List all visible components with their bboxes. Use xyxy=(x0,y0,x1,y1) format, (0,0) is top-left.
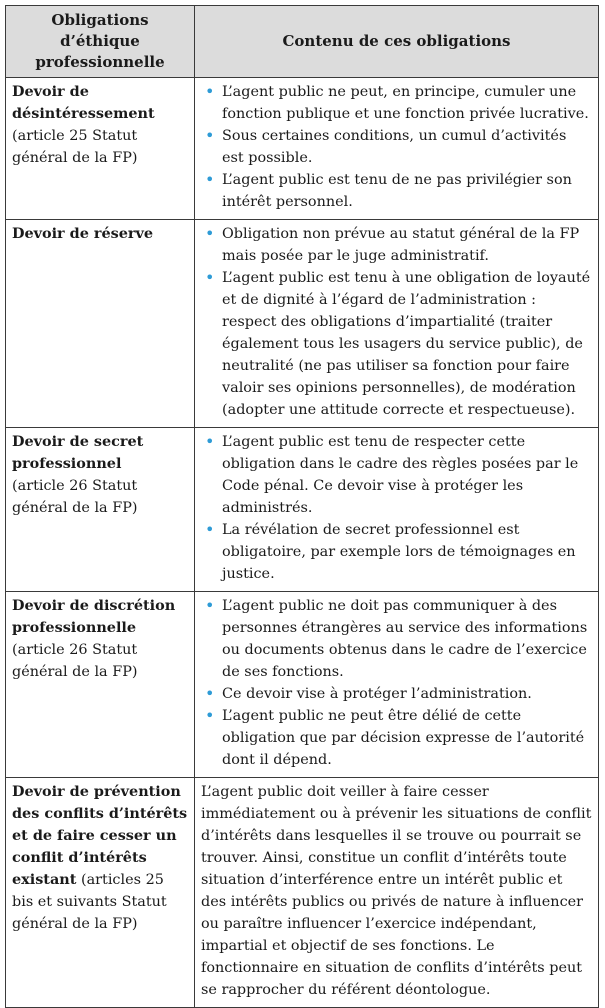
row-5-paragraph: L’agent public doit veiller à faire cesser immédiatement ou à prévenir les situations de conflit d’intérêts dans lesquelles il se trouve ou pourrait se trouver. Ainsi, constitue un conflit d’intérêts toute situation d’interférence entre un intérêt public et des intérêts publics ou privés de nature à influencer ou paraître influencer l’exercice indépendant, impartial et objectif de ses fonctions. Le fonctionnaire en situation de conflits d’intérêts peut se rapprocher du référent déontologue. xyxy=(201,784,592,998)
table-row xyxy=(6,78,599,220)
table-header-row xyxy=(6,6,599,78)
row-1-bullets xyxy=(201,81,592,213)
row-2-bullets xyxy=(201,223,592,421)
list-item: • L’agent public ne peut, en principe, cumuler une fonction publique et une fonction privée lucrative. xyxy=(205,82,589,122)
header-obligations: Obligations d’éthique professionnelle xyxy=(6,6,195,78)
list-item: • Sous certaines conditions, un cumul d’activités est possible. xyxy=(205,126,567,166)
row-2-content xyxy=(195,220,599,428)
row-4-note: (article 26 Statut général de la FP) xyxy=(12,642,138,680)
row-4-title: Devoir de discrétion professionnelle xyxy=(12,597,176,636)
row-2-obligation xyxy=(6,220,195,428)
row-5-note: (articles 25 bis et suivants Statut général de la FP) xyxy=(12,872,167,932)
row-1-obligation xyxy=(6,78,195,220)
list-item: • L’agent public est tenu de ne pas privilégier son intérêt personnel. xyxy=(205,170,572,210)
header-contenu: Contenu de ces obligations xyxy=(195,6,599,78)
row-1-note: (article 25 Statut général de la FP) xyxy=(12,128,138,166)
bullet-icon: • xyxy=(205,224,215,243)
table-row xyxy=(6,428,599,592)
obligations-table-container xyxy=(5,5,598,1008)
row-1-content xyxy=(195,78,599,220)
row-1-title: Devoir de désintéressement xyxy=(12,83,155,122)
bullet-icon: • xyxy=(205,684,215,703)
list-item: • Obligation non prévue au statut général de la FP mais posée par le juge administratif. xyxy=(205,224,580,264)
row-4-content xyxy=(195,592,599,778)
obligations-table xyxy=(5,5,599,1008)
bullet-icon: • xyxy=(205,520,215,539)
bullet-icon: • xyxy=(205,706,215,725)
row-5-title: Devoir de prévention des conflits d’intérêts et de faire cesser un conflit d’intérêts existant xyxy=(12,783,188,888)
row-3-obligation xyxy=(6,428,195,592)
row-3-bullets xyxy=(201,431,592,585)
table-row xyxy=(6,778,599,1008)
list-item: • L’agent public est tenu à une obligation de loyauté et de dignité à l’égard de l’administration : respect des obligations d’impartialité (traiter également tous les usagers du service public), de neutralité (ne pas utiliser sa fonction pour faire valoir ses opinions personnelles), de modération (adopter une attitude correcte et respectueuse). xyxy=(205,268,591,418)
list-item: • Ce devoir vise à protéger l’administration. xyxy=(205,684,532,703)
row-3-note: (article 26 Statut général de la FP) xyxy=(12,478,138,516)
row-4-bullets xyxy=(201,595,592,771)
list-item: • La révélation de secret professionnel est obligatoire, par exemple lors de témoignages en justice. xyxy=(205,520,576,582)
bullet-icon: • xyxy=(205,170,215,189)
row-5-content xyxy=(195,778,599,1008)
bullet-icon: • xyxy=(205,432,215,451)
row-3-content xyxy=(195,428,599,592)
bullet-icon: • xyxy=(205,596,215,615)
list-item: • L’agent public ne peut être délié de cette obligation que par décision expresse de l’autorité dont il dépend. xyxy=(205,706,585,768)
table-row xyxy=(6,220,599,428)
table-row xyxy=(6,592,599,778)
bullet-icon: • xyxy=(205,268,215,287)
row-5-obligation xyxy=(6,778,195,1008)
list-item: • L’agent public est tenu de respecter cette obligation dans le cadre des règles posées par le Code pénal. Ce devoir vise à protéger les administrés. xyxy=(205,432,579,516)
list-item: • L’agent public ne doit pas communiquer à des personnes étrangères au service des informations ou documents obtenus dans le cadre de l’exercice de ses fonctions. xyxy=(205,596,588,680)
row-3-title: Devoir de secret professionnel xyxy=(12,433,144,472)
bullet-icon: • xyxy=(205,82,215,101)
row-4-obligation xyxy=(6,592,195,778)
bullet-icon: • xyxy=(205,126,215,145)
row-2-title: Devoir de réserve xyxy=(12,225,153,242)
